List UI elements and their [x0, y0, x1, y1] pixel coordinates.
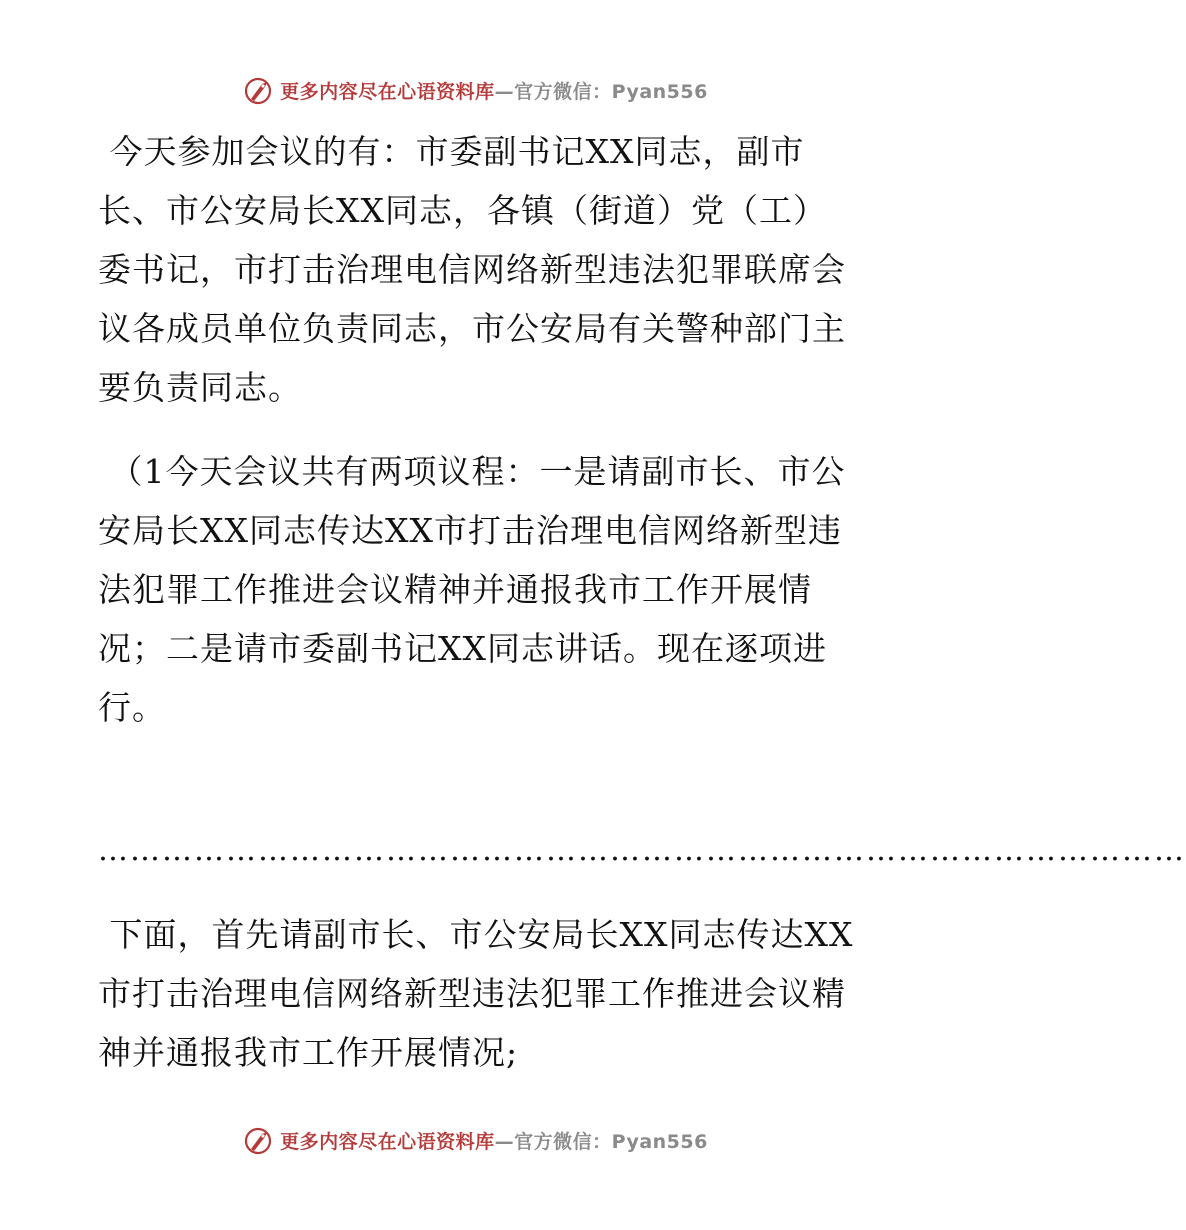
header-banner-text [280, 77, 708, 104]
footer-brand-text: 更多内容尽在心语资料库 [280, 1130, 495, 1153]
header-banner [0, 70, 950, 110]
footer-contact-text: 官方微信：Pyan556 [514, 1130, 708, 1153]
header-separator: — [494, 80, 515, 103]
ellipsis-divider: ………………………………………………………………………………………… [98, 774, 1186, 868]
footer-banner-text [280, 1127, 708, 1154]
pen-nib-icon [242, 1124, 274, 1156]
paragraph-attendees: 今天参加会议的有：市委副书记XX同志，副市长、市公安局长XX同志，各镇（街道）党（工）委书记，市打击治理电信网络新型违法犯罪联席会议各成员单位负责同志，市公安局有关警种部门主要负责同志。 [98, 132, 846, 407]
footer-separator: — [494, 1130, 515, 1153]
document-body [98, 122, 1186, 1082]
footer-banner [0, 1120, 950, 1160]
paragraph-agenda: （1今天会议共有两项议程：一是请副市长、市公安局长XX同志传达XX市打击治理电信网络新型违法犯罪工作推进会议精神并通报我市工作开展情况；二是请市委副书记XX同志讲话。现在逐项进行。 [98, 452, 846, 727]
paragraph-first-item: 下面，首先请副市长、市公安局长XX同志传达XX市打击治理电信网络新型违法犯罪工作推进会议精神并通报我市工作开展情况; [98, 915, 854, 1072]
header-contact-text: 官方微信：Pyan556 [514, 80, 708, 103]
pen-nib-icon [242, 74, 274, 106]
header-brand-text: 更多内容尽在心语资料库 [280, 80, 495, 103]
